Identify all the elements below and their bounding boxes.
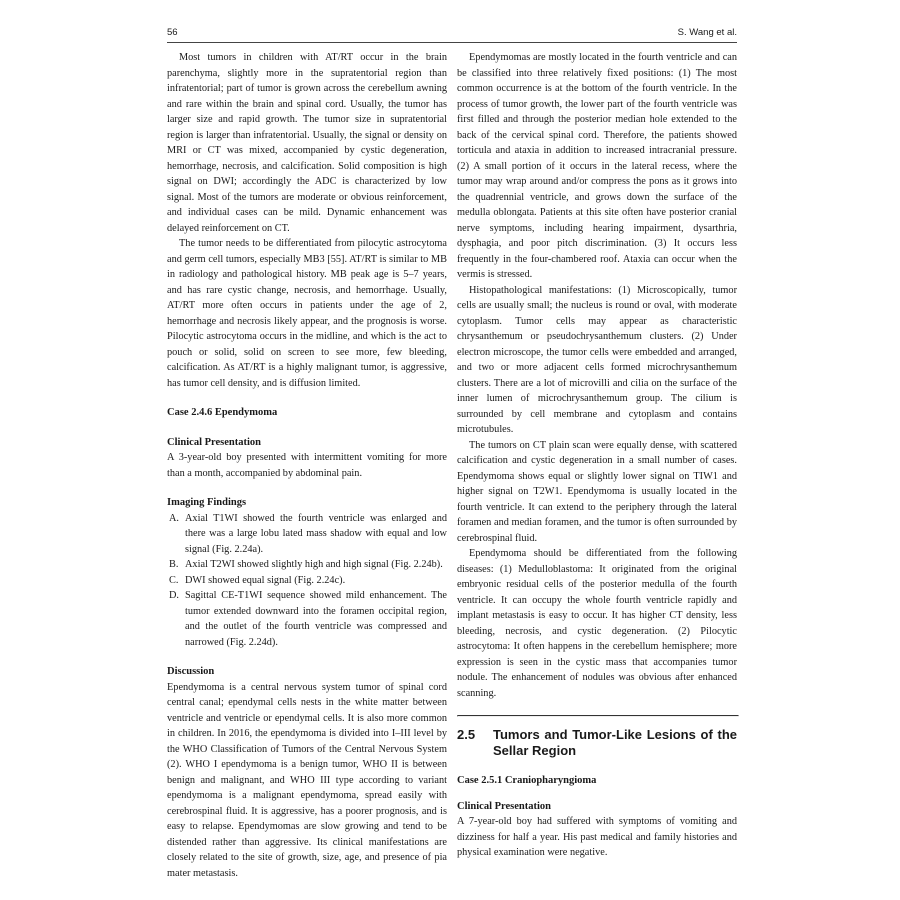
header-rule [167, 42, 737, 43]
page-number: 56 [167, 27, 178, 38]
left-column [167, 50, 447, 881]
paragraph-ependymoma-location: Ependymomas are mostly located in the fourth ventricle and can be classified into three relatively fixed positions: (1) The most common occurrence is at the bottom of the fourth ventricle. In the process of tumor growth, the lower part of the fourth ventricle was first filled and through the posterior median hole extended to the back of the cervical spinal cord. Therefore, the patients showed torticula and ataxia in addition to increased intracranial pressure. (2) A small portion of it occurs in the lateral recess, where the tumor may wrap around and/or compress the pons as it grows into the quadrennial ventricle, and grows down the surface of the medulla oblongata. Patients at this site often have posterior cranial nerve symptoms, including hearing impairment, dysarthria, dysphagia, and poor pitch discrimination. (3) It occurs less frequently in the four-chambered roof. Ataxia can occur when the vermis is stressed. [457, 52, 737, 280]
imaging-findings-list [167, 511, 447, 651]
imaging-findings-heading: Imaging Findings [167, 497, 247, 508]
clinical-presentation-heading: Clinical Presentation [457, 800, 552, 812]
finding-item: C. DWI showed equal signal (Fig. 2.24c). [169, 574, 346, 586]
section-number: 2.5 [457, 727, 476, 742]
section-rule [457, 715, 739, 717]
case-title: Case 2.4.6 Ependymoma [167, 407, 278, 418]
section-title: Tumors and Tumor-Like Lesions of the Sellar Region [493, 727, 737, 758]
section-heading [457, 727, 737, 759]
paragraph-atrt-location: Most tumors in children with AT/RT occur in the brain parenchyma, slightly more in the supratentorial region than infratentorial; part of tumor is grown across the cerebellum awning and rare within the brain and spinal cord. Usually, the tumor has larger size and rapid growth. The tumor size in supratentorial region is larger than infratentorial. Usually, the signal or density on MRI or CT was mixed, accompanied by cystic degeneration, hemorrhage, necrosis, and calcification. Solid composition is high signal on DWI; accordingly the ADC is characterized by low signal. Most of the tumors are moderate or obvious reinforcement, and individual cases can be mild. Dynamic enhancement was delayed reinforcement on CT. [167, 52, 447, 234]
paragraph-atrt-differential: The tumor needs to be differentiated from pilocytic astrocytoma and germ cell tumors, especially MB3 [55]. AT/RT is similar to MB in radiology and pathological history. MB peak age is 5–7 years, and has rare cystic change, necrosis, and hemorrhage. Usually, AT/RT more often occurs in patients under the age of 2, hemorrhage and necrosis likely appear, and the prognosis is worse. Pilocytic astrocytoma occurs in the midline, and which is the act to pouch or solid, solid on screen to see more, few bleeding, calcification. As AT/RT is a highly malignant tumor, is aggressive, has tumor cell density, and is diffusion limited. [167, 238, 447, 389]
finding-item: D. Sagittal CE-T1WI sequence showed mild enhancement. The tumor extended downward into the foramen occipital region, and the outlet of the fourth ventricle was compressed and narrowed (Fig. 2.24d). [169, 590, 447, 648]
discussion-text: Ependymoma is a central nervous system tumor of spinal cord central canal; ependymal cells nests in the white matter between ventricle and ventricle or ependymal cells. It is also more common in children. In 2016, the ependymoma is divided into I–III level by the WHO Classification of Tumors of the Central Nervous System (2). WHO I ependymoma is a benign tumor, WHO II is between benign and malignant, and WHO III type according to variant ependymoma is a malignant ependymoma, spread easily with cerebrospinal fluid. It is aggressive, has a poorer prognosis, and is easy to relapse. Ependymomas are slow growing and tend to be distended rather than aggressive. Its clinical manifestations are closely related to the site of growth, size, age, and presence of pia mater metastasis. [167, 681, 447, 879]
clinical-presentation-text: A 3-year-old boy presented with intermittent vomiting for more than a month, accompanied by abdominal pain. [167, 452, 447, 479]
case-title: Case 2.5.1 Craniopharyngioma [457, 775, 597, 786]
discussion-heading: Discussion [167, 666, 215, 677]
finding-item: A. Axial T1WI showed the fourth ventricle was enlarged and there was a large lobu lated mass shadow with equal and low signal (Fig. 2.24a). [169, 512, 447, 555]
paragraph-histopathology: Histopathological manifestations: (1) Microscopically, tumor cells are usually small; the nucleus is round or oval, with moderate cytoplasm. Tumor cells may appear as characteristic chrysanthemum or pseudochrysanthemum clusters. (2) Under electron microscope, the tumor cells were embedded and arranged, and two or more adjacent cells formed microchrysanthemum clusters. There are a lot of microvilli and cilia on the surface of the inner lumen of microchrysanthemum group. The cilium is surrounded by cell membrane and cytoplasm and contains microtubules. [457, 284, 737, 435]
clinical-presentation-heading: Clinical Presentation [167, 436, 262, 448]
clinical-presentation-text: A 7-year-old boy had suffered with symptoms of vomiting and dizziness for half a year. His past medical and family histories and physical examination were negative. [457, 816, 737, 858]
running-head-authors: S. Wang et al. [677, 27, 737, 38]
finding-item: B. Axial T2WI showed slightly high and high signal (Fig. 2.24b). [169, 559, 443, 570]
running-header [167, 27, 737, 43]
paragraph-differential: Ependymoma should be differentiated from the following diseases: (1) Medulloblastoma: It originated from the original embryonic residual cells of the posterior medulla of the fourth ventricle. It can occupy the whole fourth ventricle rapidly and implant metastasis is easy to occur. It has higher CT density, less bleeding, necrosis, and cystic degeneration. (2) Pilocytic astrocytoma: It often happens in the cerebellum hemisphere; more expression is seen in the cystic mass that accompanies tumor nodule. The enhancement of nodules was obvious after enhanced scanning. [457, 548, 737, 699]
paragraph-imaging: The tumors on CT plain scan were equally dense, with scattered calcification and cystic degeneration in a small number of cases. Ependymoma shows equal or slightly lower signal on TIW1 and higher signal on T2W1. Ependymoma is usually located in the fourth ventricle. It can extend to the periphery through the lateral foramen and median foramen, and the tumor is often surrounded by cerebrospinal fluid. [457, 439, 737, 544]
right-column [457, 50, 737, 861]
